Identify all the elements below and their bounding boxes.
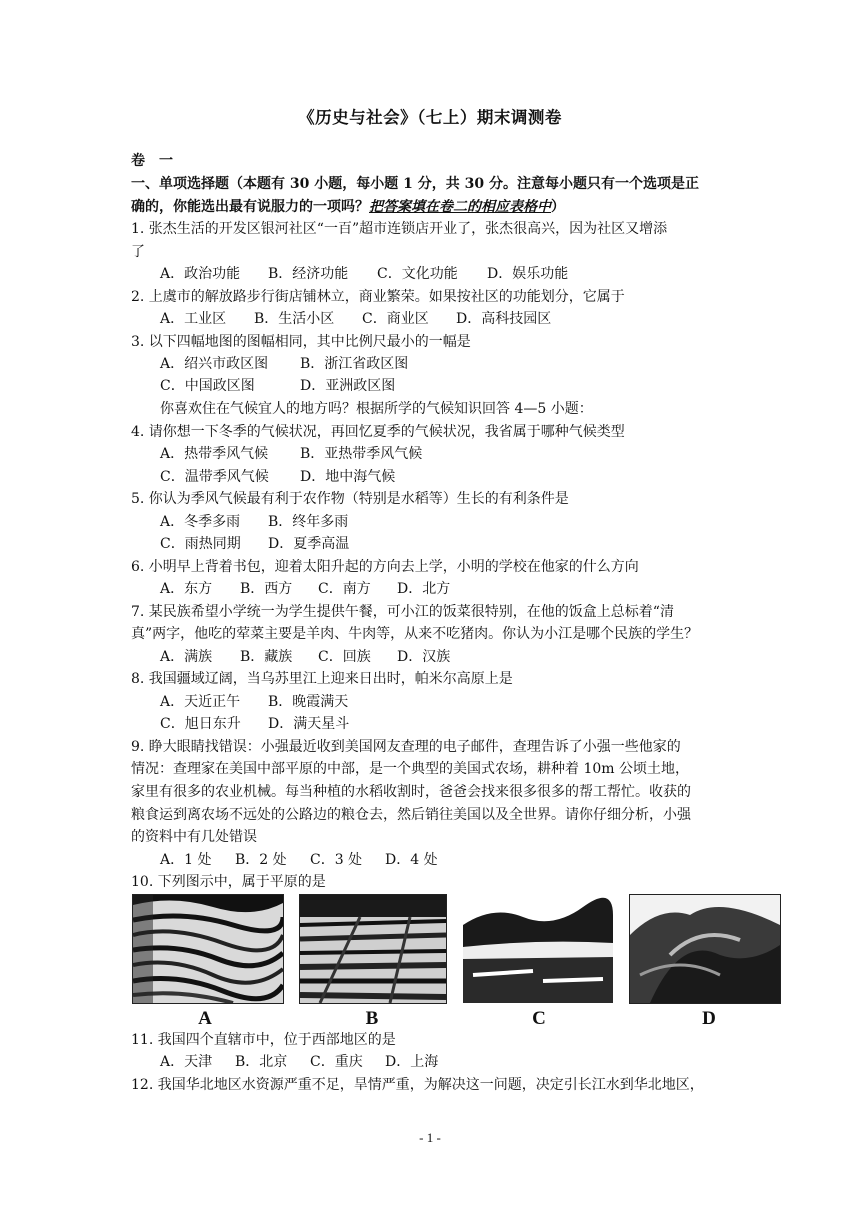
q9-option-a: A．1 处 (160, 852, 212, 868)
q11-option-b: B．北京 (235, 1054, 288, 1070)
q2-option-b: B．生活小区 (254, 311, 335, 327)
exam-title: 《历史与社会》（七上）期末调测卷 (298, 108, 562, 127)
q4-option-c: C．温带季风气候 (160, 469, 269, 485)
q12-stem: 12. 我国华北地区水资源严重不足，旱情严重，为解决这一问题，决定引长江水到华北地区， (131, 1077, 704, 1093)
photo-c-lake-mountains (462, 894, 614, 1004)
q2-option-c: C．商业区 (362, 311, 429, 327)
q11-option-c: C．重庆 (310, 1054, 363, 1070)
q4-option-b: B．亚热带季风气候 (300, 446, 423, 462)
q5-stem: 5. 你认为季风气候最有利于农作物（特别是水稻等）生长的有利条件是 (131, 491, 569, 507)
q4-stem: 4. 请你想一下冬季的气候状况，再回忆夏季的气候状况，我省属于哪种气候类型 (131, 424, 625, 440)
q9-stem-line3: 家里有很多的农业机械。每当种植的水稻收割时，爸爸会找来很多很多的帮工帮忙。收获的 (131, 784, 691, 800)
q6-option-d: D．北方 (397, 581, 451, 597)
q7-option-b: B．藏族 (240, 649, 293, 665)
page-number: - 1 - (419, 1130, 441, 1145)
q6-option-a: A．东方 (160, 581, 213, 597)
q6-option-b: B．西方 (240, 581, 293, 597)
q7-stem-line1: 7. 某民族希望小学统一为学生提供午餐，可小江的饭菜很特别，在他的饭盒上总标着“清 (131, 604, 674, 620)
q1-option-c: C．文化功能 (377, 266, 458, 282)
q8-option-c: C．旭日东升 (160, 716, 241, 732)
photo-label-c: C (532, 1008, 546, 1029)
q11-option-d: D．上海 (385, 1054, 439, 1070)
q3-option-b: B．浙江省政区图 (300, 356, 409, 372)
section-heading-text: 确的，你能选出最有说服力的一项吗？ (131, 199, 369, 215)
q2-option-d: D．高科技园区 (456, 311, 552, 327)
q8-option-d: D．满天星斗 (268, 716, 350, 732)
photo-b-plain-fields (299, 894, 447, 1004)
q7-option-a: A．满族 (160, 649, 213, 665)
q9-stem-line5: 的资料中有几处错误 (131, 829, 257, 845)
q1-stem-line2: 了 (131, 244, 145, 260)
q2-option-a: A．工业区 (160, 311, 227, 327)
q8-option-a: A．天近正午 (160, 694, 241, 710)
q10-stem: 10. 下列图示中，属于平原的是 (131, 874, 326, 890)
q7-option-d: D．汉族 (397, 649, 451, 665)
q9-stem-line4: 粮食运到离农场不远处的公路边的粮仓去，然后销往美国以及全世界。请你仔细分析，小强 (131, 807, 691, 823)
q5-option-b: B．终年多雨 (268, 514, 349, 530)
q2-stem: 2. 上虞市的解放路步行街店铺林立，商业繁荣。如果按社区的功能划分，它属于 (131, 289, 625, 305)
q5-option-d: D．夏季高温 (268, 536, 350, 552)
q3-option-c: C．中国政区图 (160, 378, 255, 394)
q4-option-d: D．地中海气候 (300, 469, 396, 485)
q9-option-b: B．2 处 (235, 852, 287, 868)
q8-option-b: B．晚霞满天 (268, 694, 349, 710)
q9-option-c: C．3 处 (310, 852, 363, 868)
q11-stem: 11. 我国四个直辖市中，位于西部地区的是 (131, 1032, 396, 1048)
q7-option-c: C．回族 (318, 649, 371, 665)
q3-option-a: A．绍兴市政区图 (160, 356, 269, 372)
q9-stem-line2: 情况：查理家在美国中部平原的中部，是一个典型的美国式农场，耕种着 10m 公顷土地， (131, 761, 689, 777)
photo-label-b: B (365, 1008, 379, 1029)
photo-label-a: A (198, 1008, 212, 1029)
answer-instruction: 把答案填在卷二的相应表格中 (369, 199, 551, 215)
q5-option-c: C．雨热同期 (160, 536, 241, 552)
q1-option-a: A．政治功能 (160, 266, 241, 282)
q5-option-a: A．冬季多雨 (160, 514, 241, 530)
q3-option-d: D．亚洲政区图 (300, 378, 396, 394)
q1-option-b: B．经济功能 (268, 266, 349, 282)
q3-stem: 3. 以下四幅地图的图幅相同，其中比例尺最小的一幅是 (131, 334, 471, 350)
section-heading-line2 (131, 198, 565, 216)
q9-stem-line1: 9. 睁大眼睛找错误：小强最近收到美国网友查理的电子邮件，查理告诉了小强一些他家的 (131, 739, 681, 755)
q4-5-intro: 你喜欢住在气候宜人的地方吗？根据所学的气候知识回答 4—5 小题： (160, 401, 593, 417)
q1-option-d: D．娱乐功能 (487, 266, 569, 282)
photo-a-terraced-fields (132, 894, 284, 1004)
photo-d-hills (629, 894, 781, 1004)
q7-stem-line2: 真”两字，他吃的荤菜主要是羊肉、牛肉等，从来不吃猪肉。你认为小江是哪个民族的学生？ (131, 626, 699, 642)
q6-stem: 6. 小明早上背着书包，迎着太阳升起的方向去上学，小明的学校在他家的什么方向 (131, 559, 639, 575)
section-heading-close: ） (551, 199, 565, 215)
q9-option-d: D．4 处 (385, 852, 438, 868)
q11-option-a: A．天津 (160, 1054, 213, 1070)
q4-option-a: A．热带季风气候 (160, 446, 269, 462)
section-heading-line1: 一、单项选择题（本题有 30 小题，每小题 1 分，共 30 分。注意每小题只有一个选项是正 (131, 176, 699, 192)
q6-option-c: C．南方 (318, 581, 371, 597)
q8-stem: 8. 我国疆域辽阔，当乌苏里江上迎来日出时，帕米尔高原上是 (131, 671, 513, 687)
volume-heading: 卷 一 (131, 153, 173, 169)
q1-stem-line1: 1. 张杰生活的开发区银河社区“一百”超市连锁店开业了，张杰很高兴，因为社区又增添 (131, 221, 668, 237)
photo-label-d: D (702, 1008, 716, 1029)
